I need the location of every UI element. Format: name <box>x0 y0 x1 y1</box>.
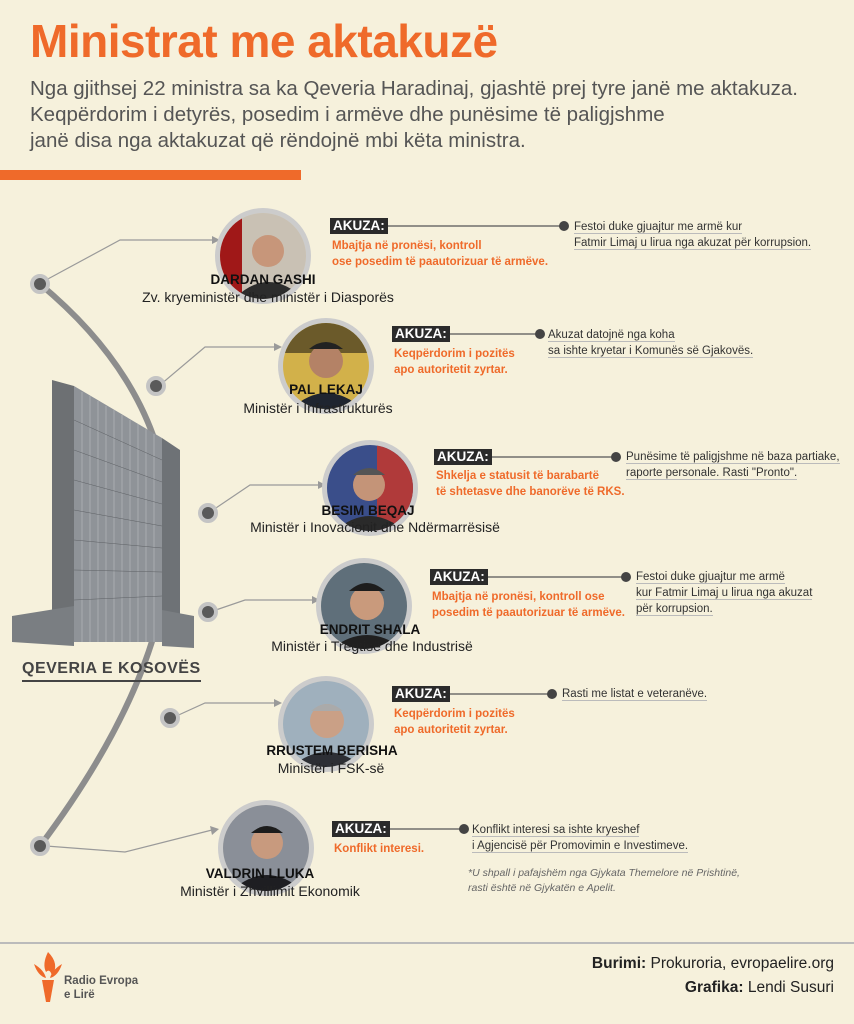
intro-line: janë disa nga aktakuzat që rëndojnë mbi këta ministra. <box>30 129 526 152</box>
intro-line: Keqpërdorim i detyrës, posedim i armëve dhe punësime të paligjshme <box>30 103 665 126</box>
minister-role: Ministër i Tregtisë dhe Industrisë <box>271 638 473 654</box>
akuza-tag: AKUZA: <box>430 569 488 585</box>
minister-role: Ministër i Infrastrukturës <box>243 400 393 416</box>
minister-role: Zv. kryeministër dhe ministër i Diasporës <box>142 289 394 305</box>
case-detail: Akuzat datojnë nga koha sa ishte kryetar i Komunës së Gjakovës. <box>548 329 754 357</box>
charge-text: Keqpërdorim i pozitës apo autoritetit zyrtar. <box>394 708 515 736</box>
minister-name: RRUSTEM BERISHA <box>266 743 398 758</box>
minister-name: PAL LEKAJ <box>289 382 363 397</box>
government-building-icon <box>12 380 202 650</box>
minister-name: DARDAN GASHI <box>210 272 316 287</box>
charge-text: Keqpërdorim i pozitës apo autoritetit zyrtar. <box>394 348 515 376</box>
footnote: *U shpall i pafajshëm nga Gjykata Themelore në Prishtinë, rasti është në Gjykatën e Apelit. <box>468 867 740 894</box>
logo-text: Radio Evropa e Lirë <box>64 975 139 1001</box>
charge-text: Shkelja e statusit të barabartë të shtetasve dhe banorëve të RKS. <box>436 470 625 498</box>
case-detail: Festoi duke gjuajtur me armë kur Fatmir Limaj u lirua nga akuzat për korrupsion. <box>636 571 813 615</box>
akuza-tag: AKUZA: <box>392 686 450 702</box>
footer-divider <box>0 942 854 944</box>
akuza-tag: AKUZA: <box>330 218 388 234</box>
intro-line: Nga gjithsej 22 ministra sa ka Qeveria Haradinaj, gjashtë prej tyre janë me aktakuza. <box>30 77 798 100</box>
minister-name: BESIM BEQAJ <box>321 503 415 518</box>
credits: Burimi: Prokuroria, evropaelire.org Grafika: Lendi Susuri <box>591 955 834 996</box>
akuza-tag: AKUZA: <box>332 821 390 837</box>
case-detail: Rasti me listat e veteranëve. <box>562 688 708 700</box>
case-detail: Festoi duke gjuajtur me armë kur Fatmir Limaj u lirua nga akuzat për korrupsion. <box>574 221 812 249</box>
minister-role: Ministër i FSK-së <box>277 760 385 776</box>
akuza-tag: AKUZA: <box>434 449 492 465</box>
minister-name: VALDRIN LLUKA <box>205 866 315 881</box>
charge-text: Mbajtja në pronësi, kontroll ose posedim të paautorizuar të armëve. <box>332 240 549 268</box>
page-title: Ministrat me aktakuzë <box>30 15 498 67</box>
akuza-tag: AKUZA: <box>392 326 450 342</box>
torch-logo-icon <box>30 950 66 1004</box>
case-detail: Konflikt interesi sa ishte kryeshef i Agjencisë për Promovimin e Investimeve. <box>472 824 689 852</box>
minister-role: Ministër i Inovacionit dhe Ndërmarrësisë <box>250 519 500 535</box>
case-detail: Punësime të paligjshme në baza partiake, raporte personale. Rasti "Pronto". <box>626 451 840 479</box>
government-label: QEVERIA E KOSOVËS <box>22 660 201 682</box>
minister-role: Ministër i Zhvillimit Ekonomik <box>180 883 360 899</box>
charge-text: Konflikt interesi. <box>334 843 425 855</box>
minister-photo-valdrin-lluka <box>218 800 314 896</box>
minister-name: ENDRIT SHALA <box>319 622 421 637</box>
charge-text: Mbajtja në pronësi, kontroll ose posedim të paautorizuar të armëve. <box>432 591 626 619</box>
